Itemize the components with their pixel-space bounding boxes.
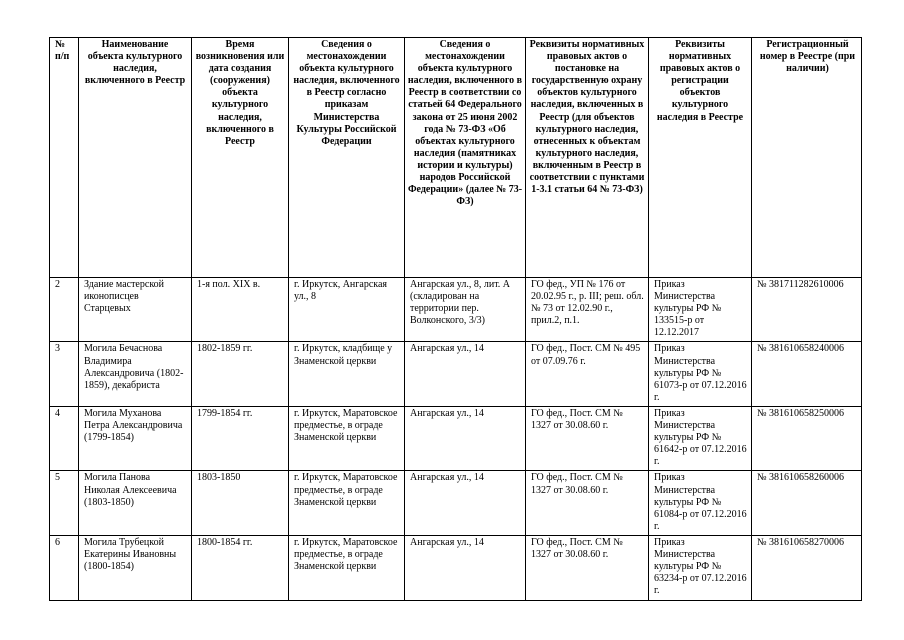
table-cell: Могила Бечаснова Владимира Александровича (1802-1859), декабриста: [79, 342, 192, 406]
table-cell: Приказ Министерства культуры РФ № 61084-р от 07.12.2016 г.: [649, 471, 752, 535]
table-row: [50, 535, 862, 600]
header-cell: Сведения о местонахождении объекта культурного наследия, включенного в Реестр в соответствии со статьей 64 Федерального закона от 25 июня 2002 года № 73-ФЗ «Об объектах культурного наследия (памятниках истории и культуры) народов Российской Федерации» (далее № 73-ФЗ): [405, 38, 526, 278]
table-cell: Ангарская ул., 14: [405, 471, 526, 535]
table-cell: ГО фед., Пост. СМ № 495 от 07.09.76 г.: [526, 342, 649, 406]
table-cell: № 381610658240006: [752, 342, 862, 406]
table-cell: Ангарская ул., 14: [405, 406, 526, 470]
table-cell: 2: [50, 278, 79, 342]
table-cell: Могила Панова Николая Алексеевича (1803-1850): [79, 471, 192, 535]
table-cell: 4: [50, 406, 79, 470]
table-row: [50, 342, 862, 406]
table-cell: Ангарская ул., 14: [405, 535, 526, 600]
table-cell: № 381610658260006: [752, 471, 862, 535]
table-row: [50, 406, 862, 470]
table-cell: Могила Муханова Петра Александровича (1799-1854): [79, 406, 192, 470]
table-row: [50, 278, 862, 342]
registry-table: [49, 37, 862, 601]
header-cell: Регистрационный номер в Реестре (при наличии): [752, 38, 862, 278]
header-cell: № п/п: [50, 38, 79, 278]
header-cell: Реквизиты нормативных правовых актов о постановке на государственную охрану объектов культурного наследия, включенных в Реестр (для объектов культурного наследия, отнесенных к объектам культурного наследия, включенным в Реестр в соответствии с пунктами 1-3.1 статьи 64 № 73-ФЗ): [526, 38, 649, 278]
table-cell: Приказ Министерства культуры РФ № 63234-р от 07.12.2016 г.: [649, 535, 752, 600]
table-cell: Могила Трубецкой Екатерины Ивановны (1800-1854): [79, 535, 192, 600]
table-cell: 1800-1854 гг.: [192, 535, 289, 600]
table-cell: Здание мастерской иконописцев Старцевых: [79, 278, 192, 342]
table-cell: ГО фед., УП № 176 от 20.02.95 г., р. III; реш. обл. № 73 от 12.02.90 г., прил.2, п.1.: [526, 278, 649, 342]
table-cell: Приказ Министерства культуры РФ № 61073-р от 07.12.2016 г.: [649, 342, 752, 406]
table-row: [50, 471, 862, 535]
table-cell: 6: [50, 535, 79, 600]
table-cell: г. Иркутск, Маратовское предместье, в ограде Знаменской церкви: [289, 471, 405, 535]
header-cell: Время возникновения или дата создания (сооружения) объекта культурного наследия, включенного в Реестр: [192, 38, 289, 278]
table-cell: 1803-1850: [192, 471, 289, 535]
table-cell: г. Иркутск, Ангарская ул., 8: [289, 278, 405, 342]
table-cell: Ангарская ул., 14: [405, 342, 526, 406]
table-header-row: [50, 38, 862, 278]
table-cell: ГО фед., Пост. СМ № 1327 от 30.08.60 г.: [526, 535, 649, 600]
table-cell: Ангарская ул., 8, лит. А (складирован на территории пер. Волконского, 3/3): [405, 278, 526, 342]
table-cell: 1-я пол. XIX в.: [192, 278, 289, 342]
table-cell: № 381711282610006: [752, 278, 862, 342]
table-cell: 5: [50, 471, 79, 535]
table-cell: 1802-1859 гг.: [192, 342, 289, 406]
table-cell: 1799-1854 гг.: [192, 406, 289, 470]
header-cell: Наименование объекта культурного наследия, включенного в Реестр: [79, 38, 192, 278]
table-cell: 3: [50, 342, 79, 406]
table-cell: ГО фед., Пост. СМ № 1327 от 30.08.60 г.: [526, 406, 649, 470]
table-cell: г. Иркутск, Маратовское предместье, в ограде Знаменской церкви: [289, 535, 405, 600]
table-cell: г. Иркутск, Маратовское предместье, в ограде Знаменской церкви: [289, 406, 405, 470]
table-cell: г. Иркутск, кладбище у Знаменской церкви: [289, 342, 405, 406]
header-cell: Сведения о местонахождении объекта культурного наследия, включенного в Реестр согласно приказам Министерства Культуры Российской Федерации: [289, 38, 405, 278]
table-cell: ГО фед., Пост. СМ № 1327 от 30.08.60 г.: [526, 471, 649, 535]
header-cell: Реквизиты нормативных правовых актов о регистрации объектов культурного наследия в Реестре: [649, 38, 752, 278]
table-cell: Приказ Министерства культуры РФ № 133515-р от 12.12.2017: [649, 278, 752, 342]
table-cell: Приказ Министерства культуры РФ № 61642-р от 07.12.2016 г.: [649, 406, 752, 470]
table-cell: № 381610658250006: [752, 406, 862, 470]
table-cell: № 381610658270006: [752, 535, 862, 600]
